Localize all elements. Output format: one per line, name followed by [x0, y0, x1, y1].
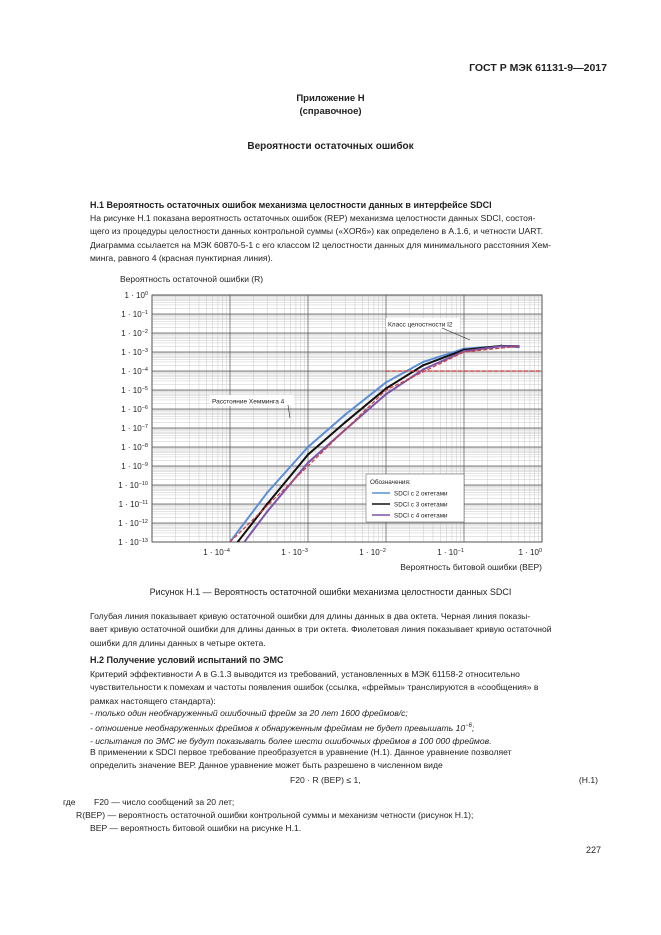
y-tick-label: $1 \cdot 10^{-13}$ — [118, 538, 148, 547]
x-axis-label: Вероятность битовой ошибки (BEP) — [400, 562, 542, 572]
y-tick-labels — [118, 291, 148, 547]
series-point — [500, 345, 502, 347]
paragraph-line: На рисунке Н.1 показана вероятность остаточных ошибок (REP) механизма целостности данных SDCI, состоя- — [90, 213, 536, 223]
paragraph-line: чувствительности к помехам и частоты появления ошибок (ссылка, «фреймы» транслируются в «сообщения» в — [90, 682, 539, 693]
list-item-text: - отношение необнаруженных фреймов к обнаруженным фреймам не будет превышать 10 — [90, 722, 466, 733]
paragraph-line: определить значение ВЕР. Данное уравнение может быть разрешено в численном виде — [90, 760, 443, 771]
section-1-paragraph — [90, 212, 598, 265]
page-number: 227 — [585, 845, 601, 855]
x-tick-label: $1 \cdot 10^{-2}$ — [359, 548, 386, 557]
y-tick-label: $1 \cdot 10^{-5}$ — [121, 386, 148, 395]
paragraph-line: В применении к SDCI первое требование преобразуется в уравнение (Н.1). Данное уравнение позволяет — [90, 747, 512, 757]
definition-bep: BEP — вероятность битовой ошибки на рисунке Н.1. — [90, 823, 302, 833]
appendix-title: Приложение Н — [296, 93, 365, 104]
series-point — [422, 361, 424, 363]
series-point — [422, 368, 424, 370]
section-1-heading: Н.1 Вероятность остаточных ошибок механизма целостности данных в интерфейсе SDCI — [90, 200, 492, 210]
paragraph-line: щего из процедуры целостности данных контрольной суммы («XOR6») как определено в А.1.6, и четности UART. — [90, 226, 543, 237]
definition-f20: F20 — число сообщений за 20 лет; — [94, 797, 235, 807]
y-tick-label: $1 \cdot 10^{-1}$ — [121, 310, 148, 319]
section-2-after — [90, 746, 598, 773]
residual-error-chart — [90, 268, 560, 578]
section-2-heading: Н.2 Получение условий испытаний по ЭМС — [90, 655, 284, 665]
paragraph-line: рамках настоящего стандарта): — [90, 695, 216, 706]
y-tick-label: $1 \cdot 10^{-3}$ — [121, 348, 148, 357]
series-point — [307, 453, 309, 455]
y-tick-label: $1 \cdot 10^{-9}$ — [121, 462, 148, 471]
series-point — [422, 364, 424, 366]
section-2-paragraph — [90, 668, 598, 708]
x-tick-label: $1 \cdot 10^{-1}$ — [437, 548, 464, 557]
y-tick-label: $1 \cdot 10^{-12}$ — [118, 519, 148, 528]
list-item-exponent: −6 — [465, 723, 472, 729]
series-point — [385, 381, 387, 383]
paragraph-line: минга, равного 4 (красная пунктирная линия). — [90, 252, 273, 263]
y-tick-label: $1 \cdot 10^{-11}$ — [118, 500, 148, 509]
paragraph-line: Критерий эффективности А в G.1.3 выводится из требований, установленных в МЭК 61158-2 относительно — [90, 669, 520, 679]
legend-label-3-octets: SDCI с 3 октетами — [394, 501, 448, 509]
series-point — [385, 393, 387, 395]
series-point — [344, 421, 346, 423]
annotation-hamming-distance: Расстояние Хемминга 4 — [212, 398, 285, 406]
series-point — [266, 503, 268, 505]
y-tick-label: $1 \cdot 10^{-7}$ — [121, 424, 148, 433]
definition-rbep: R(BEP) — вероятность остаточной ошибки контрольной суммы и механизм четности (рисунок Н.1); — [76, 810, 474, 820]
series-point — [307, 446, 309, 448]
series-point — [266, 510, 268, 512]
y-tick-label: $1 \cdot 10^0$ — [124, 291, 148, 300]
y-tick-label: $1 \cdot 10^{-10}$ — [118, 481, 148, 490]
paragraph-line: Диаграмма ссылается на МЭК 60870-5-1 с его классом I2 целостности данных для минимального расстояния Хем- — [90, 239, 552, 250]
equation-number: (Н.1) — [578, 775, 598, 785]
paragraph-line: вает кривую остаточной ошибки для длины данных в три октета. Фиолетовая линия показывает кривую остаточной — [90, 624, 552, 635]
x-tick-labels — [203, 548, 542, 557]
list-item-tail: ; — [472, 722, 475, 733]
x-tick-label: $1 \cdot 10^0$ — [518, 548, 542, 557]
series-point — [517, 345, 519, 347]
x-tick-label: $1 \cdot 10^{-4}$ — [203, 548, 230, 557]
y-tick-label: $1 \cdot 10^{-6}$ — [121, 405, 148, 414]
equation: F20 · R (BEP) ≤ 1, — [290, 775, 361, 785]
page-title: Вероятности остаточных ошибок — [247, 141, 414, 152]
series-point — [307, 461, 309, 463]
series-point — [344, 414, 346, 416]
y-tick-label: $1 \cdot 10^{-2}$ — [121, 329, 148, 338]
chart-legend — [366, 474, 464, 522]
series-point — [229, 560, 231, 562]
list-item: - испытания по ЭМС не будут показывать более шести ошибочных фреймов в 100 000 фреймов. — [90, 735, 492, 746]
y-tick-label: $1 \cdot 10^{-8}$ — [121, 443, 148, 452]
annotation-integrity-class: Класс целостности I2 — [388, 321, 453, 329]
list-item: - только один необнаруженный ошибочный фрейм за 20 лет 1600 фреймов/с; — [90, 708, 408, 718]
figure-caption: Рисунок Н.1 — Вероятность остаточной ошибки механизма целостности данных SDCI — [149, 587, 512, 597]
where-word: где — [63, 797, 76, 807]
legend-title: Обозначения: — [370, 479, 411, 486]
y-tick-label: $1 \cdot 10^{-4}$ — [121, 367, 148, 376]
x-tick-label: $1 \cdot 10^{-3}$ — [281, 548, 308, 557]
appendix-subtitle: (справочное) — [299, 106, 362, 117]
legend-label-4-octets: SDCI с 4 октетами — [394, 512, 448, 520]
paragraph-line: ошибки для длины данных в четыре октета. — [90, 637, 266, 648]
legend-label-2-octets: SDCI с 2 октетами — [394, 490, 448, 498]
paragraph-2 — [90, 610, 598, 650]
series-point — [266, 491, 268, 493]
standard-header: ГОСТ Р МЭК 61131-9—2017 — [469, 62, 607, 74]
requirements-list — [90, 707, 598, 748]
paragraph-line: Голубая линия показывает кривую остаточной ошибки для длины данных в два октета. Черная линия показы- — [90, 611, 531, 621]
list-item — [90, 720, 598, 735]
y-axis-label: Вероятность остаточной ошибки (R) — [120, 274, 264, 284]
